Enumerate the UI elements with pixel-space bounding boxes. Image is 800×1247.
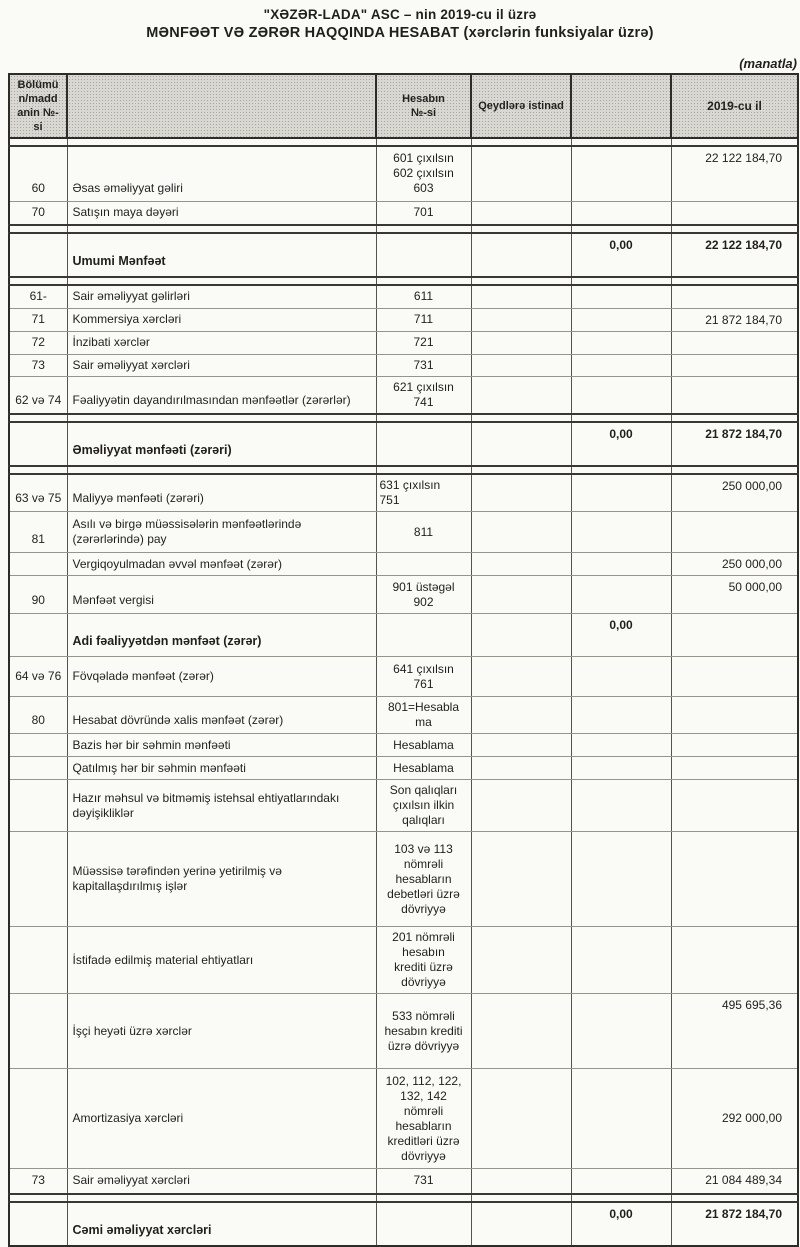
- cell-description: Umumi Mənfəət: [67, 233, 376, 277]
- cell-description: İnzibati xərclər: [67, 331, 376, 354]
- cell-blank-value: [571, 201, 671, 225]
- cell-blank-value: 0,00: [571, 233, 671, 277]
- table-row: [9, 308, 798, 331]
- cell-blank-value: [571, 927, 671, 994]
- separator-cell: [376, 1194, 471, 1202]
- cell-notes-ref: [471, 474, 571, 512]
- cell-blank-value: [571, 474, 671, 512]
- cell-description: Hazır məhsul və bitməmiş istehsal ehtiyatlarındakı dəyişikliklər: [67, 780, 376, 832]
- cell-blank-value: [571, 1169, 671, 1194]
- cell-description: Kommersiya xərcləri: [67, 308, 376, 331]
- table-row: [9, 376, 798, 414]
- cell-amount: 50 000,00: [671, 576, 798, 614]
- separator-row: [9, 277, 798, 285]
- cell-section-no: [9, 927, 67, 994]
- separator-row: [9, 138, 798, 146]
- separator-cell: [9, 225, 67, 233]
- cell-account-no: 701: [376, 201, 471, 225]
- separator-cell: [571, 1194, 671, 1202]
- table-row: [9, 697, 798, 734]
- cell-section-no: [9, 1202, 67, 1246]
- table-row: [9, 734, 798, 757]
- cell-amount: [671, 780, 798, 832]
- cell-section-no: [9, 757, 67, 780]
- separator-cell: [376, 225, 471, 233]
- cell-amount: 21 872 184,70: [671, 308, 798, 331]
- cell-notes-ref: [471, 780, 571, 832]
- separator-cell: [571, 277, 671, 285]
- cell-amount: [671, 757, 798, 780]
- separator-cell: [471, 466, 571, 474]
- cell-description: Asılı və birgə müəssisələrin mənfəətlərində (zərərlərində) pay: [67, 512, 376, 553]
- table-row: [9, 512, 798, 553]
- cell-section-no: 73: [9, 1169, 67, 1194]
- cell-amount: [671, 734, 798, 757]
- separator-cell: [9, 466, 67, 474]
- table-row: [9, 553, 798, 576]
- cell-description: Maliyyə mənfəəti (zərəri): [67, 474, 376, 512]
- cell-amount: 21 872 184,70: [671, 1202, 798, 1246]
- cell-section-no: [9, 994, 67, 1069]
- cell-account-no: 811: [376, 512, 471, 553]
- table-row: [9, 474, 798, 512]
- cell-amount: 250 000,00: [671, 474, 798, 512]
- cell-account-no: 731: [376, 354, 471, 376]
- cell-amount: [671, 832, 798, 927]
- cell-account-no: 103 və 113 nömrəli hesabların debetləri üzrə dövriyyə: [376, 832, 471, 927]
- separator-row: [9, 1194, 798, 1202]
- cell-description: Sair əməliyyat xərcləri: [67, 1169, 376, 1194]
- separator-cell: [671, 277, 798, 285]
- cell-account-no: 721: [376, 331, 471, 354]
- cell-notes-ref: [471, 422, 571, 466]
- table-row: [9, 576, 798, 614]
- cell-notes-ref: [471, 308, 571, 331]
- cell-blank-value: [571, 146, 671, 201]
- cell-blank-value: [571, 354, 671, 376]
- separator-cell: [671, 225, 798, 233]
- cell-blank-value: 0,00: [571, 422, 671, 466]
- cell-notes-ref: [471, 331, 571, 354]
- cell-blank-value: [571, 576, 671, 614]
- cell-amount: [671, 331, 798, 354]
- cell-section-no: [9, 553, 67, 576]
- total-row: [9, 1202, 798, 1246]
- cell-amount: [671, 354, 798, 376]
- document-header: [0, 0, 800, 41]
- table-row: [9, 354, 798, 376]
- separator-row: [9, 414, 798, 422]
- separator-cell: [67, 414, 376, 422]
- separator-cell: [67, 466, 376, 474]
- cell-description: Amortizasiya xərcləri: [67, 1069, 376, 1169]
- cell-section-no: [9, 780, 67, 832]
- table-row: [9, 927, 798, 994]
- table-body: [9, 138, 798, 1246]
- separator-cell: [67, 1194, 376, 1202]
- table-row: [9, 201, 798, 225]
- cell-description: Müəssisə tərəfindən yerinə yetirilmiş və kapitallaşdırılmış işlər: [67, 832, 376, 927]
- cell-blank-value: [571, 994, 671, 1069]
- cell-notes-ref: [471, 354, 571, 376]
- table-row: [9, 757, 798, 780]
- document-title: "XƏZƏR-LADA" ASC – nin 2019-cu il üzrə: [263, 7, 537, 22]
- cell-section-no: 90: [9, 576, 67, 614]
- cell-section-no: [9, 233, 67, 277]
- cell-notes-ref: [471, 201, 571, 225]
- pnl-table: [8, 73, 799, 1247]
- table-row: [9, 331, 798, 354]
- cell-notes-ref: [471, 576, 571, 614]
- cell-account-no: 201 nömrəli hesabın krediti üzrə dövriyyə: [376, 927, 471, 994]
- header-year: 2019-cu il: [671, 74, 798, 138]
- cell-amount: 250 000,00: [671, 553, 798, 576]
- header-section-no: Bölümü n/madd anin №- si: [9, 74, 67, 138]
- cell-notes-ref: [471, 994, 571, 1069]
- cell-blank-value: [571, 734, 671, 757]
- cell-section-no: [9, 614, 67, 657]
- cell-notes-ref: [471, 1069, 571, 1169]
- cell-notes-ref: [471, 927, 571, 994]
- table-row: [9, 1169, 798, 1194]
- table-header: [9, 74, 798, 138]
- cell-account-no: Hesablama: [376, 757, 471, 780]
- separator-cell: [571, 414, 671, 422]
- cell-account-no: 621 çıxılsın 741: [376, 376, 471, 414]
- cell-blank-value: 0,00: [571, 1202, 671, 1246]
- cell-section-no: 60: [9, 146, 67, 201]
- separator-cell: [471, 1194, 571, 1202]
- cell-section-no: 81: [9, 512, 67, 553]
- cell-description: Adi fəaliyyətdən mənfəət (zərər): [67, 614, 376, 657]
- cell-section-no: 62 və 74: [9, 376, 67, 414]
- header-row: [9, 74, 798, 138]
- cell-section-no: 80: [9, 697, 67, 734]
- header-account-no: Hesabın №-si: [376, 74, 471, 138]
- cell-notes-ref: [471, 146, 571, 201]
- cell-blank-value: [571, 657, 671, 697]
- cell-blank-value: [571, 512, 671, 553]
- cell-description: Sair əməliyyat gəlirləri: [67, 285, 376, 308]
- cell-section-no: [9, 832, 67, 927]
- cell-blank-value: [571, 376, 671, 414]
- cell-blank-value: [571, 331, 671, 354]
- cell-account-no: [376, 422, 471, 466]
- cell-notes-ref: [471, 1202, 571, 1246]
- cell-amount: [671, 657, 798, 697]
- table-row: [9, 832, 798, 927]
- total-row: [9, 614, 798, 657]
- cell-blank-value: [571, 832, 671, 927]
- cell-description: Əməliyyat mənfəəti (zərəri): [67, 422, 376, 466]
- cell-account-no: Hesablama: [376, 734, 471, 757]
- cell-amount: [671, 285, 798, 308]
- cell-section-no: [9, 734, 67, 757]
- cell-section-no: 64 və 76: [9, 657, 67, 697]
- cell-account-no: 611: [376, 285, 471, 308]
- cell-description: Fəaliyyətin dayandırılmasından mənfəətlər (zərərlər): [67, 376, 376, 414]
- cell-description: Cəmi əməliyyat xərcləri: [67, 1202, 376, 1246]
- cell-description: İşçi heyəti üzrə xərclər: [67, 994, 376, 1069]
- cell-description: Qatılmış hər bir səhmin mənfəəti: [67, 757, 376, 780]
- cell-amount: 292 000,00: [671, 1069, 798, 1169]
- cell-description: İstifadə edilmiş material ehtiyatları: [67, 927, 376, 994]
- table-row: [9, 994, 798, 1069]
- cell-blank-value: [571, 1069, 671, 1169]
- cell-section-no: [9, 422, 67, 466]
- separator-cell: [9, 277, 67, 285]
- header-blank: [571, 74, 671, 138]
- separator-row: [9, 225, 798, 233]
- cell-account-no: [376, 1202, 471, 1246]
- cell-account-no: 901 üstəgəl 902: [376, 576, 471, 614]
- cell-account-no: 102, 112, 122, 132, 142 nömrəli hesabların kreditləri üzrə dövriyyə: [376, 1069, 471, 1169]
- cell-notes-ref: [471, 832, 571, 927]
- cell-notes-ref: [471, 233, 571, 277]
- cell-account-no: [376, 233, 471, 277]
- separator-cell: [376, 138, 471, 146]
- cell-account-no: 601 çıxılsın 602 çıxılsın 603: [376, 146, 471, 201]
- cell-description: Hesabat dövründə xalis mənfəət (zərər): [67, 697, 376, 734]
- cell-amount: 21 872 184,70: [671, 422, 798, 466]
- cell-blank-value: [571, 780, 671, 832]
- cell-section-no: [9, 1069, 67, 1169]
- cell-account-no: [376, 614, 471, 657]
- cell-account-no: 533 nömrəli hesabın krediti üzrə dövriyyə: [376, 994, 471, 1069]
- cell-notes-ref: [471, 376, 571, 414]
- cell-section-no: 72: [9, 331, 67, 354]
- total-row: [9, 233, 798, 277]
- cell-description: Mənfəət vergisi: [67, 576, 376, 614]
- separator-cell: [376, 414, 471, 422]
- separator-cell: [471, 225, 571, 233]
- separator-cell: [471, 414, 571, 422]
- cell-amount: [671, 927, 798, 994]
- table-row: [9, 657, 798, 697]
- cell-notes-ref: [471, 657, 571, 697]
- cell-amount: [671, 376, 798, 414]
- cell-description: Sair əməliyyat xərcləri: [67, 354, 376, 376]
- cell-blank-value: [571, 553, 671, 576]
- cell-description: Əsas əməliyyat gəliri: [67, 146, 376, 201]
- separator-cell: [671, 1194, 798, 1202]
- cell-blank-value: [571, 308, 671, 331]
- separator-cell: [571, 138, 671, 146]
- table-row: [9, 780, 798, 832]
- cell-blank-value: 0,00: [571, 614, 671, 657]
- cell-blank-value: [571, 285, 671, 308]
- cell-account-no: [376, 553, 471, 576]
- cell-blank-value: [571, 697, 671, 734]
- cell-notes-ref: [471, 512, 571, 553]
- cell-description: Bazis hər bir səhmin mənfəəti: [67, 734, 376, 757]
- cell-notes-ref: [471, 614, 571, 657]
- cell-account-no: 641 çıxılsın 761: [376, 657, 471, 697]
- cell-amount: 22 122 184,70: [671, 233, 798, 277]
- separator-cell: [67, 138, 376, 146]
- cell-notes-ref: [471, 285, 571, 308]
- cell-account-no: 631 çıxılsın 751: [376, 474, 471, 512]
- cell-amount: [671, 614, 798, 657]
- cell-amount: [671, 512, 798, 553]
- currency-note: (manatla): [739, 56, 797, 71]
- table-row: [9, 285, 798, 308]
- document-subtitle: MƏNFƏƏT VƏ ZƏRƏR HAQQINDA HESABAT (xərclərin funksiyalar üzrə): [146, 25, 654, 41]
- cell-section-no: 71: [9, 308, 67, 331]
- cell-account-no: 801=Hesabla ma: [376, 697, 471, 734]
- cell-section-no: 63 və 75: [9, 474, 67, 512]
- separator-cell: [571, 225, 671, 233]
- table-row: [9, 146, 798, 201]
- cell-notes-ref: [471, 757, 571, 780]
- cell-notes-ref: [471, 1169, 571, 1194]
- cell-section-no: 73: [9, 354, 67, 376]
- cell-amount: 21 084 489,34: [671, 1169, 798, 1194]
- cell-amount: [671, 697, 798, 734]
- cell-notes-ref: [471, 734, 571, 757]
- separator-cell: [9, 1194, 67, 1202]
- separator-cell: [671, 414, 798, 422]
- header-notes-ref: Qeydlərə istinad: [471, 74, 571, 138]
- cell-blank-value: [571, 757, 671, 780]
- cell-amount: 22 122 184,70: [671, 146, 798, 201]
- cell-description: Satışın maya dəyəri: [67, 201, 376, 225]
- separator-cell: [471, 277, 571, 285]
- separator-row: [9, 466, 798, 474]
- cell-amount: [671, 201, 798, 225]
- separator-cell: [571, 466, 671, 474]
- cell-account-no: Son qalıqları çıxılsın ilkin qalıqları: [376, 780, 471, 832]
- cell-description: Vergiqoyulmadan əvvəl mənfəət (zərər): [67, 553, 376, 576]
- separator-cell: [67, 277, 376, 285]
- separator-cell: [376, 466, 471, 474]
- cell-notes-ref: [471, 697, 571, 734]
- separator-cell: [67, 225, 376, 233]
- cell-section-no: 61-: [9, 285, 67, 308]
- cell-account-no: 711: [376, 308, 471, 331]
- cell-account-no: 731: [376, 1169, 471, 1194]
- cell-amount: 495 695,36: [671, 994, 798, 1069]
- separator-cell: [471, 138, 571, 146]
- separator-cell: [671, 466, 798, 474]
- separator-cell: [9, 414, 67, 422]
- cell-description: Fövqəladə mənfəət (zərər): [67, 657, 376, 697]
- separator-cell: [376, 277, 471, 285]
- cell-notes-ref: [471, 553, 571, 576]
- separator-cell: [9, 138, 67, 146]
- cell-section-no: 70: [9, 201, 67, 225]
- separator-cell: [671, 138, 798, 146]
- total-row: [9, 422, 798, 466]
- table-row: [9, 1069, 798, 1169]
- header-description: [67, 74, 376, 138]
